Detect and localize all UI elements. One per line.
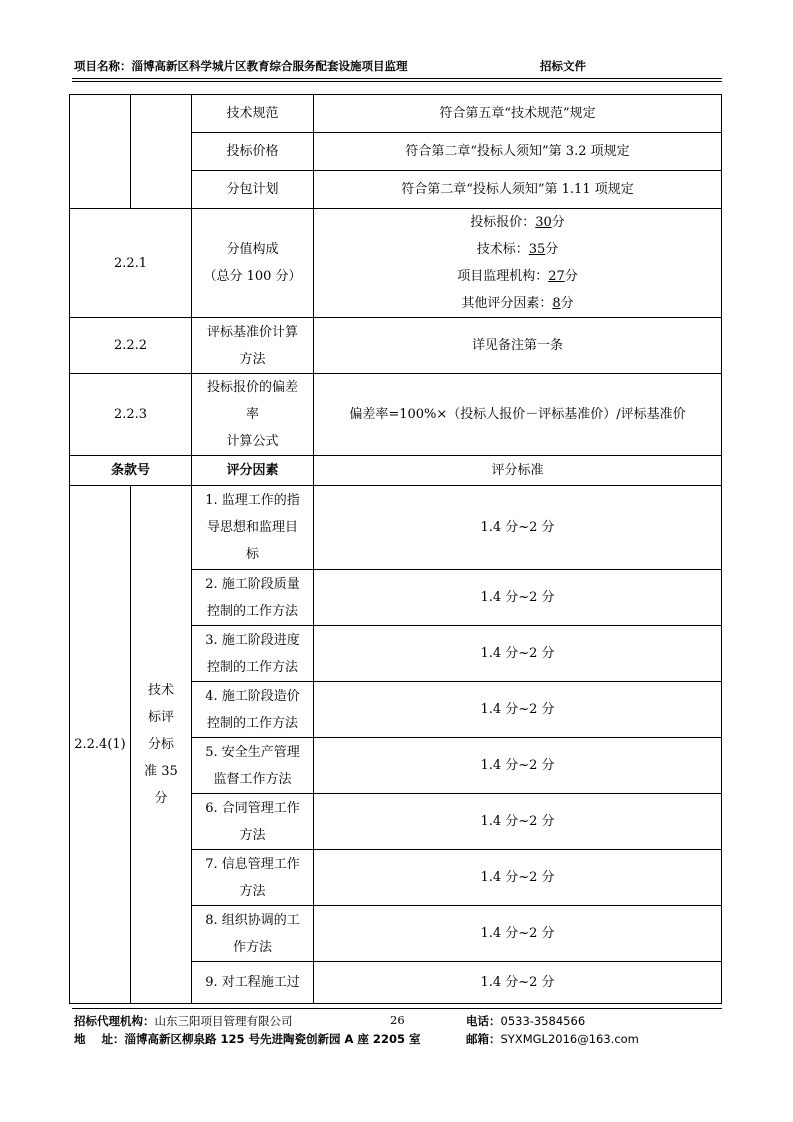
score-composition <box>314 209 722 318</box>
factor-cell <box>192 906 314 962</box>
clause-cell: 2.2.2 <box>70 318 192 374</box>
item-cell: 技术规范 <box>192 95 314 133</box>
content-cell: 符合第二章“投标人须知”第 3.2 项规定 <box>314 133 722 171</box>
score-label: 项目监理机构： <box>457 269 549 284</box>
header-clause: 条款号 <box>70 456 192 486</box>
project-title <box>74 58 408 74</box>
content-cell: 符合第五章“技术规范”规定 <box>314 95 722 133</box>
item-cell <box>192 374 314 456</box>
factor-line: 作方法 <box>232 939 272 955</box>
address-label: 地 址： <box>74 1032 125 1046</box>
score-cell: 1.4 分~2 分 <box>314 570 722 626</box>
score-cell: 1.4 分~2 分 <box>314 738 722 794</box>
score-label: 投标报价： <box>470 215 536 230</box>
clause-cell: 2.2.3 <box>70 374 192 456</box>
factor-line: 标 <box>245 547 259 562</box>
footer-agency <box>74 1013 293 1029</box>
header-rule-2 <box>72 81 722 82</box>
phone-label: 电话： <box>466 1014 501 1028</box>
clause-cell: 2.2.4(1) <box>70 486 131 1004</box>
score-cell: 1.4 分~2 分 <box>314 794 722 850</box>
factor-line: 3. 施工阶段进度 <box>205 632 300 648</box>
sub-cell-empty <box>131 95 192 209</box>
score-line <box>318 290 717 317</box>
item-line: 投标报价的偏差 <box>206 380 298 395</box>
factor-line: 2. 施工阶段质量 <box>205 576 300 592</box>
item-line: 分值构成 <box>226 242 279 257</box>
item-line: （总分 100 分） <box>203 269 302 284</box>
factor-line: 8. 组织协调的工 <box>205 912 300 928</box>
category-line: 标评 <box>147 710 174 725</box>
clause-cell: 2.2.1 <box>70 209 192 318</box>
score-unit: 分 <box>551 215 565 230</box>
score-line <box>318 236 717 263</box>
factor-line: 控制的工作方法 <box>206 715 298 731</box>
category-line: 分标 <box>147 737 174 752</box>
email-label: 邮箱： <box>466 1032 501 1046</box>
factor-line: 控制的工作方法 <box>206 603 298 619</box>
score-value: 30 <box>535 215 552 230</box>
footer-rule <box>72 1008 722 1009</box>
item-cell: 投标价格 <box>192 133 314 171</box>
header-rule <box>72 78 722 79</box>
score-label: 其他评分因素： <box>461 296 553 311</box>
item-line: 计算公式 <box>226 434 279 449</box>
score-value: 8 <box>552 296 561 311</box>
footer-email <box>466 1031 639 1047</box>
score-value: 27 <box>548 269 565 284</box>
factor-cell <box>192 570 314 626</box>
header-standard: 评分标准 <box>314 456 722 486</box>
category-line: 技术 <box>147 683 174 698</box>
category-line: 准 35 <box>144 764 178 779</box>
factor-line: 监督工作方法 <box>213 771 292 787</box>
clause-cell-empty <box>70 95 131 209</box>
agency-name: 山东三阳项目管理有限公司 <box>154 1014 293 1028</box>
factor-cell <box>192 626 314 682</box>
content-cell: 偏差率=100%×（投标人报价－评标基准价）/评标基准价 <box>314 374 722 456</box>
item-cell <box>192 318 314 374</box>
evaluation-table <box>69 94 722 1004</box>
factor-line: 控制的工作方法 <box>206 659 298 675</box>
score-cell: 1.4 分~2 分 <box>314 682 722 738</box>
item-cell: 分包计划 <box>192 171 314 209</box>
factor-line: 6. 合同管理工作 <box>205 800 300 816</box>
content-cell: 符合第二章“投标人须知”第 1.11 项规定 <box>314 171 722 209</box>
score-cell: 1.4 分~2 分 <box>314 486 722 570</box>
score-cell: 1.4 分~2 分 <box>314 850 722 906</box>
content-cell: 详见备注第一条 <box>314 318 722 374</box>
score-label: 技术标： <box>476 242 529 257</box>
footer-address <box>74 1031 420 1047</box>
agency-label: 招标代理机构： <box>74 1014 155 1028</box>
score-cell: 1.4 分~2 分 <box>314 906 722 962</box>
item-line: 方法 <box>239 351 266 367</box>
factor-cell <box>192 962 314 1004</box>
category-line: 分 <box>154 791 168 806</box>
factor-line: 1. 监理工作的指 <box>205 493 300 508</box>
header-factor: 评分因素 <box>192 456 314 486</box>
score-unit: 分 <box>560 296 574 311</box>
item-line: 评标基准价计算 <box>206 324 298 340</box>
page-number: 26 <box>390 1013 405 1027</box>
project-name: 淄博高新区科学城片区教育综合服务配套设施项目监理 <box>131 59 408 73</box>
factor-line: 导思想和监理目 <box>206 520 298 535</box>
factor-line: 方法 <box>239 827 266 843</box>
factor-cell <box>192 850 314 906</box>
table-row <box>70 209 722 318</box>
category-cell <box>131 486 192 1004</box>
table-row <box>70 486 722 570</box>
item-line: 率 <box>245 407 259 422</box>
email-address: SYXMGL2016@163.com <box>500 1032 639 1046</box>
footer-phone <box>466 1013 585 1029</box>
phone-number: 0533-3584566 <box>500 1014 586 1028</box>
score-cell: 1.4 分~2 分 <box>314 626 722 682</box>
score-value: 35 <box>528 242 546 257</box>
score-line <box>318 209 717 236</box>
item-cell <box>192 209 314 318</box>
score-cell: 1.4 分~2 分 <box>314 962 722 1004</box>
factor-line: 5. 安全生产管理 <box>205 744 300 760</box>
table-row <box>70 318 722 374</box>
score-line <box>318 263 717 290</box>
doc-type: 招标文件 <box>540 59 586 73</box>
factor-cell <box>192 486 314 570</box>
page-header <box>74 56 719 76</box>
score-unit: 分 <box>545 242 559 257</box>
table-header-row <box>70 456 722 486</box>
score-unit: 分 <box>564 269 578 284</box>
factor-cell <box>192 738 314 794</box>
table-row <box>70 374 722 456</box>
factor-cell <box>192 794 314 850</box>
factor-line: 7. 信息管理工作 <box>205 856 300 872</box>
factor-line: 方法 <box>239 883 266 899</box>
factor-line: 9. 对工程施工过 <box>205 975 300 990</box>
address-text: 淄博高新区柳泉路 125 号先进陶瓷创新园 A 座 2205 室 <box>124 1032 421 1046</box>
factor-line: 4. 施工阶段造价 <box>205 688 300 704</box>
table-row <box>70 95 722 133</box>
project-label: 项目名称： <box>74 59 132 73</box>
factor-cell <box>192 682 314 738</box>
